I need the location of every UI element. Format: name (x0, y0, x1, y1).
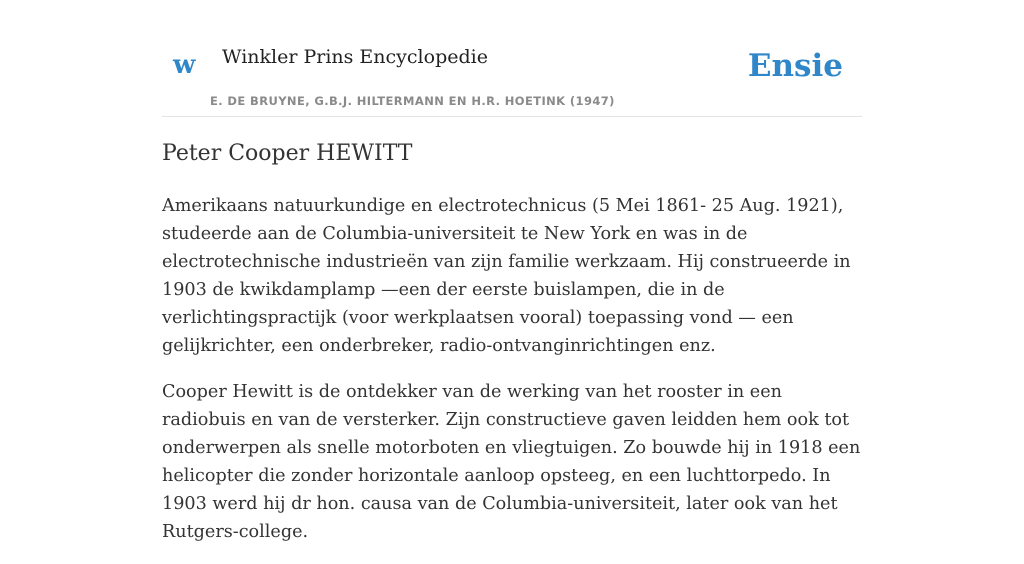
article-body (162, 192, 862, 564)
ensie-logo[interactable]: Ensie (747, 48, 843, 84)
article-title: Peter Cooper HEWITT (162, 141, 413, 166)
book-title-link[interactable]: Winkler Prins Encyclopedie (222, 46, 488, 68)
encyclopedia-header (162, 0, 862, 117)
article-paragraph: Amerikaans natuurkundige en electrotechnicus (5 Mei 1861- 25 Aug. 1921), studeerde aan de Columbia-universiteit te New York en was in de electrotechnische industrieën van zijn familie werkzaam. Hij construeerde in 1903 de kwikdamplamp —een der eerste buislampen, die in de verlichtingspractijk (voor werkplaatsen vooral) toepassing vond — een gelijkrichter, een onderbreker, radio-ontvanginrichtingen enz. (162, 196, 851, 356)
article-paragraph: Cooper Hewitt is de ontdekker van de werking van het rooster in een radiobuis en van de versterker. Zijn constructieve gaven leidden hem ook tot onderwerpen als snelle motorboten en vliegtuigen. Zo bouwde hij in 1918 een helicopter die zonder horizontale aanloop opsteeg, en een luchttorpedo. In 1903 werd hij dr hon. causa van de Columbia-universiteit, later ook van het Rutgers-college. (162, 382, 861, 542)
winkler-prins-logo[interactable]: w (173, 50, 196, 80)
book-authors: E. DE BRUYNE, G.B.J. HILTERMANN EN H.R. HOETINK (1947) (210, 94, 615, 108)
